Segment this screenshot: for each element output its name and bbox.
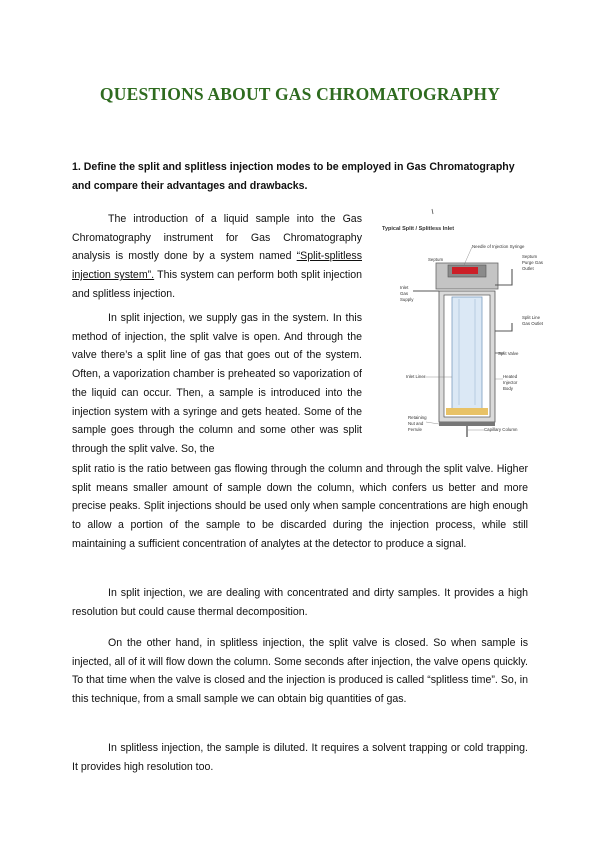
liner-packing — [446, 408, 488, 415]
label-purge-1: Septum — [522, 254, 538, 259]
label-retaining-2: Nut and — [408, 421, 424, 426]
label-heated-3: Body — [503, 386, 514, 391]
label-retaining-1: Retaining — [408, 415, 427, 420]
label-septum: Septum — [428, 257, 444, 262]
paragraph-4: On the other hand, in splitless injection, the split valve is closed. So when sample is injected, all of it will flow down the column. Some seconds after injection, the valve opens quickly. To that time when the valve is closed and the injection is produced is called “splitless time”. So, in this technique, from a small sample we can obtain big quantities of gas. — [72, 637, 528, 706]
label-split-line-2: Gas Outlet — [522, 321, 543, 326]
split-line — [495, 323, 512, 331]
label-capillary-column: Capillary Column — [484, 427, 518, 432]
label-inlet-1: Inlet — [400, 285, 409, 290]
label-purge-3: Outlet — [522, 266, 534, 271]
septum — [452, 267, 478, 274]
label-heated-1: Heated — [503, 374, 518, 379]
label-needle: Needle of Injection Syringe — [472, 244, 525, 249]
paragraph-2-wrapped: In split injection, we supply gas in the system. In this method of injection, the split valve is open. And through the valve there’s a split line of gas that goes out of the system. Often, a vaporization chamber is preheated so vaporization of the liquid can occur. Then, a sample is introduced into the injection system with a syringe and gets heated. Some of the sample goes through the column and some other was split through the split valve. So, the — [72, 312, 362, 455]
paragraph-5: In splitless injection, the sample is diluted. It requires a solvent trapping or cold trapping. It provides high resolution too. — [72, 742, 528, 773]
inlet-liner — [452, 297, 482, 410]
label-split-valve: Split Valve — [498, 351, 519, 356]
question-heading: 1. Define the split and splitless injection modes to be employed in Gas Chromatography and compare their advantages and drawbacks. — [72, 161, 515, 192]
paragraph-1 — [72, 210, 362, 304]
paragraph-3: In split injection, we are dealing with concentrated and dirty samples. It provides a high resolution but could cause thermal decomposition. — [72, 587, 528, 618]
paragraph-1-text-b: This system can perform both split injection and splitless injection. — [72, 269, 362, 300]
label-inlet-2: Gas — [400, 291, 409, 296]
retaining-nut — [439, 422, 495, 426]
label-purge-2: Purge Gas — [522, 260, 543, 265]
label-split-line-1: Split Line — [522, 315, 541, 320]
diagram-title: Typical Split / Splitless Inlet — [382, 226, 455, 232]
label-inlet-liner: Inlet Liner — [406, 374, 426, 379]
split-splitless-term: “Split-splitless injection system”. — [72, 250, 362, 282]
paragraph-2-continued: split ratio is the ratio between gas flowing through the column and through the split valve. Higher split means smaller amount of sample down the column, which confers us better and more precise peaks. Split injections should be used only when sample concentrations are high enough to allow a portion of the sample to be discarded during the injection process, while still maintaining a sufficient concentration of analytes at the detector to produce a signal. — [72, 463, 528, 550]
label-heated-2: Injector — [503, 380, 518, 385]
split-splitless-inlet-diagram — [376, 205, 543, 441]
label-retaining-3: Ferrule — [408, 427, 422, 432]
page-title: QUESTIONS ABOUT GAS CHROMATOGRAPHY — [99, 84, 501, 104]
paragraph-1-text-a: The introduction of a liquid sample into the Gas Chromatography instrument for Gas Chromatography analysis is mostly done by a system named — [72, 213, 362, 263]
label-inlet-3: Supply — [400, 297, 414, 302]
syringe-needle — [432, 209, 433, 214]
